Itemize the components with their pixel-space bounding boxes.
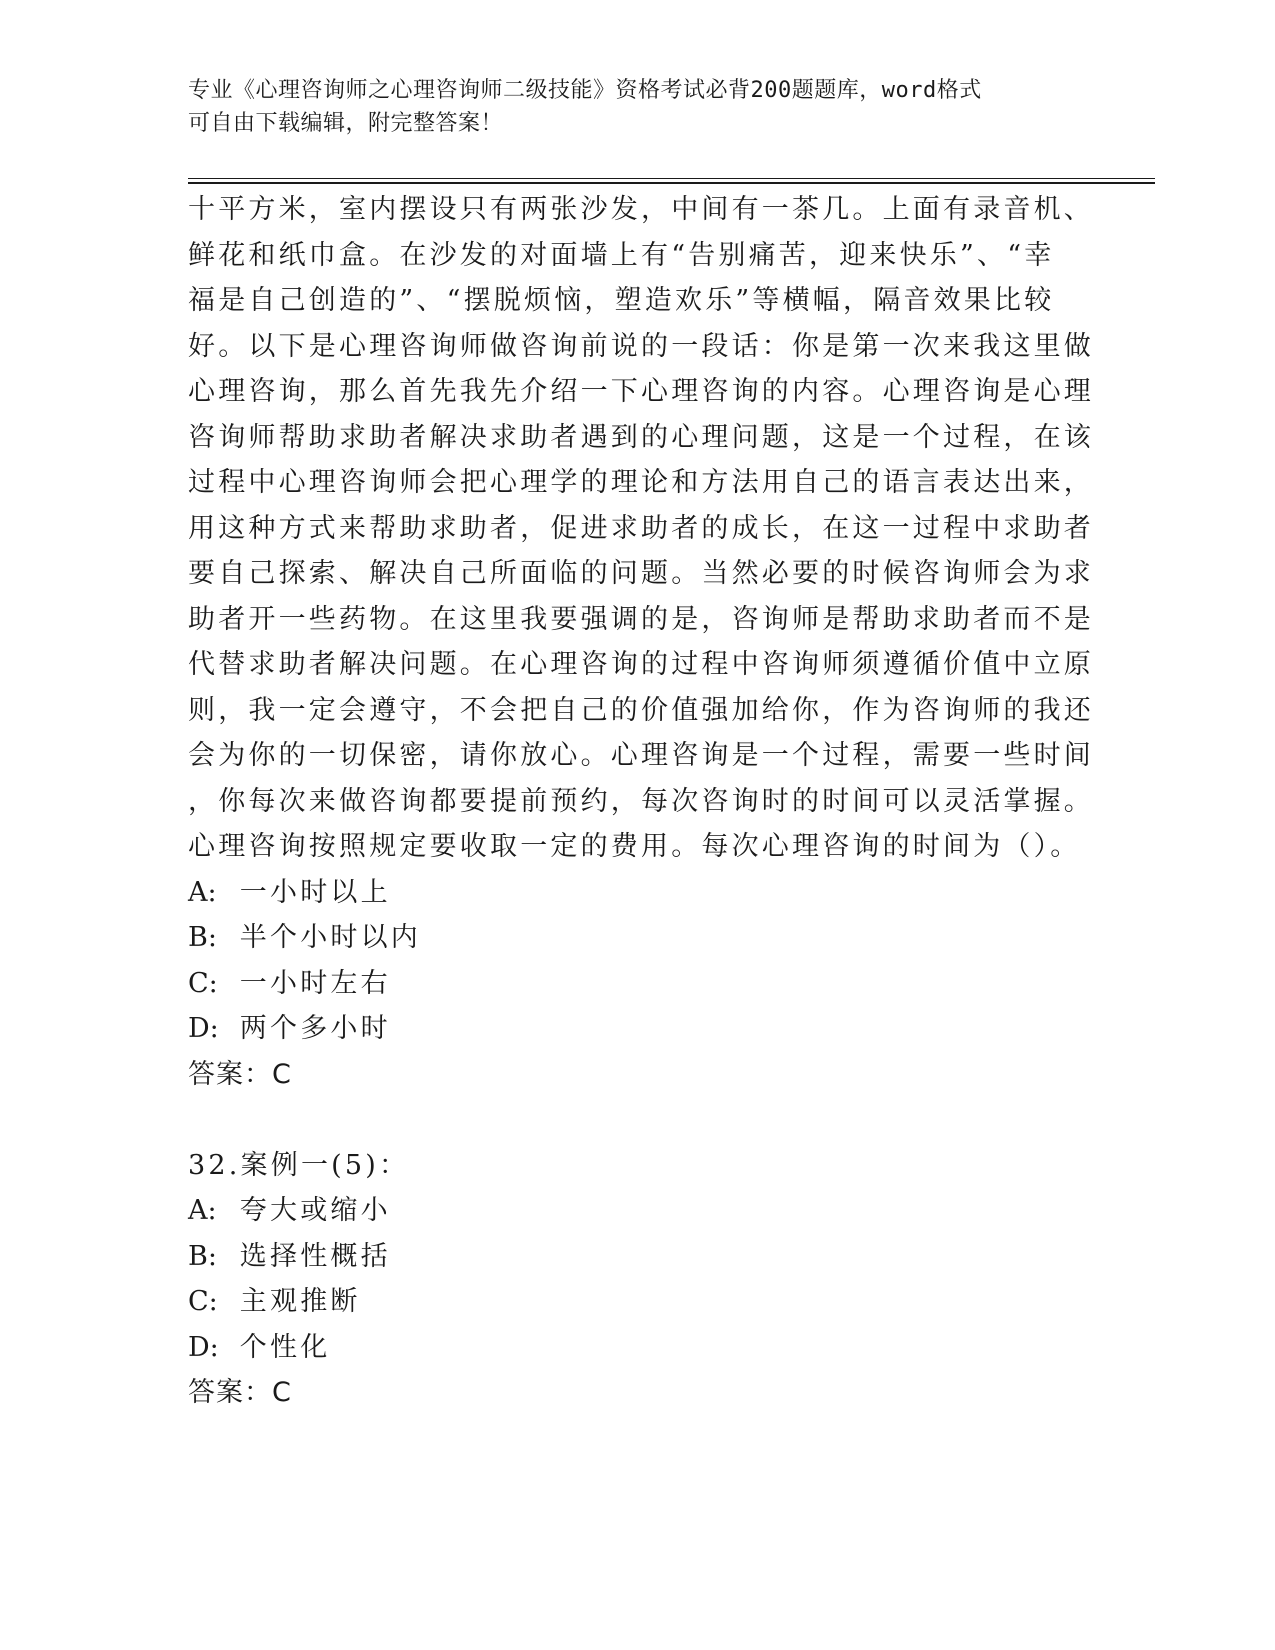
option-c [188,961,1068,1007]
stem-line: 鲜花和纸巾盒。在沙发的对面墙上有“告别痛苦，迎来快乐”、“幸 [188,239,1055,271]
stem-line: ，你每次来做咨询都要提前预约，每次咨询时的时间可以灵活掌握。 [188,785,1094,817]
header-divider-thin [188,178,1155,179]
header-divider-thick [188,182,1155,184]
question-32 [188,1143,1068,1416]
stem-line: 助者开一些药物。在这里我要强调的是，咨询师是帮助求助者而不是 [188,603,1094,635]
option-key: A: [188,1195,217,1226]
stem-line: 要自己探索、解决自己所面临的问题。当然必要的时候咨询师会为求 [188,558,1094,589]
option-text: 夸大或缩小 [239,1195,391,1226]
stem-line: 用这种方式来帮助求助者，促进求助者的成长，在这一过程中求助者 [188,512,1094,544]
stem-line: 则，我一定会遵守，不会把自己的价值强加给你，作为咨询师的我还 [188,694,1094,726]
option-key: D: [188,1013,219,1044]
option-text: 主观推断 [239,1286,361,1317]
option-key: B: [188,922,217,953]
option-text: 选择性概括 [239,1240,391,1272]
option-key: C: [188,967,218,999]
stem-line: 心理咨询按照规定要收取一定的费用。每次心理咨询的时间为（）。 [188,831,1081,862]
option-text: 一小时左右 [239,967,391,999]
stem-line: 心理咨询，那么首先我先介绍一下心理咨询的内容。心理咨询是心理 [188,376,1094,407]
stem-line: 咨询师帮助求助者解决求助者遇到的心理问题，这是一个过程，在该 [188,421,1094,453]
stem-line: 十平方米，室内摆设只有两张沙发，中间有一茶几。上面有录音机、 [188,194,1094,225]
option-key: C: [188,1286,218,1317]
option-text: 个性化 [239,1331,331,1363]
option-c [188,1279,1068,1325]
stem-line: 好。以下是心理咨询师做咨询前说的一段话：你是第一次来我这里做 [188,330,1094,362]
header-title-line-1: 专业《心理咨询师之心理咨询师二级技能》资格考试必背200题题库，word格式 [188,78,982,103]
option-a [188,870,1068,916]
stem-line: 会为你的一切保密，请你放心。心理咨询是一个过程，需要一些时间 [188,740,1094,771]
question-32-options [188,1188,1068,1370]
option-text: 一小时以上 [239,876,391,908]
option-text: 两个多小时 [239,1013,391,1044]
question-31-answer: 答案：C [188,1058,292,1090]
question-31-options [188,870,1068,1052]
option-text: 半个小时以内 [239,922,421,953]
question-31 [188,187,1094,1097]
option-b [188,915,1068,961]
option-key: D: [188,1331,219,1363]
option-b [188,1234,1068,1280]
question-32-stem: 32.案例一(5)： [188,1149,410,1181]
page-header [188,74,1078,140]
option-a [188,1188,1068,1234]
header-title-line-2: 可自由下载编辑，附完整答案！ [188,111,504,136]
option-key: B: [188,1240,217,1272]
question-31-stem [188,187,1094,870]
stem-line: 过程中心理咨询师会把心理学的理论和方法用自己的语言表达出来， [188,467,1094,498]
question-spacer [188,1097,1068,1143]
option-d [188,1325,1068,1371]
stem-line: 代替求助者解决问题。在心理咨询的过程中咨询师须遵循价值中立原 [188,649,1094,680]
option-d [188,1006,1068,1052]
document-body [188,187,1094,1416]
option-key: A: [188,876,217,908]
question-32-answer: 答案：C [188,1377,292,1408]
stem-line: 福是自己创造的”、“摆脱烦恼，塑造欢乐”等横幅，隔音效果比较 [188,285,1055,316]
